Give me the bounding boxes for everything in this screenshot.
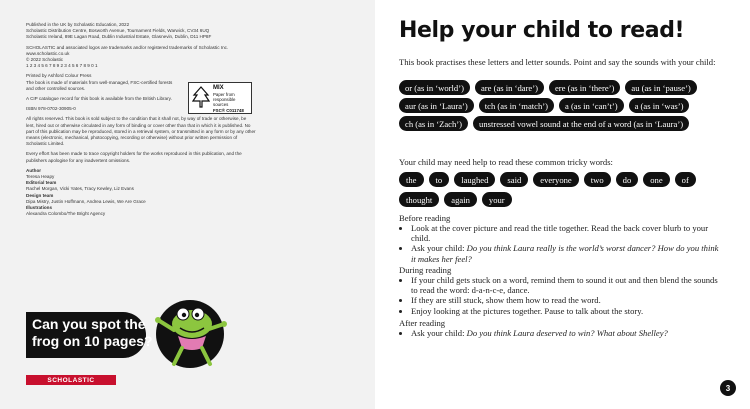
sound-pill: or (as in ‘world’) [399,80,470,95]
tricky-words-list [399,172,709,207]
legal-imprint [26,22,256,221]
illustrations-heading: Illustrations [26,205,53,211]
tricky-word-pill: thought [399,192,439,207]
intro-text: This book practises these letters and letter sounds. Point and say the sounds with your child: [399,57,716,67]
sound-pill: are (as in ‘dare’) [475,80,544,95]
tricky-word-pill: laughed [454,172,495,187]
scholastic-logo: SCHOLASTIC [26,375,116,385]
section-heading: Before reading [399,213,451,223]
fsc-tree-icon [192,86,210,108]
isbn-line: ISBN 978-0702-30905-0 [26,106,76,112]
sound-pill: tch (as in ‘match’) [479,98,554,113]
question-text: Do you think Laura really is the world’s worst dancer? How do you think it makes her feel? [411,243,719,264]
address-line: Scholastic Distribution Centre, Bosworth Avenue, Tournament Fields, Warwick, CV34 6UQ [26,28,210,34]
sound-pill: ch (as in ‘Zach’) [399,116,468,131]
editorial-heading: Editorial team [26,180,57,186]
tricky-word-pill: again [444,192,477,207]
effort-paragraph: Every effort has been made to trace copyright holders for the works reproduced in this publication, and the publishers apologise for any inadvertent omissions. [26,151,242,163]
sound-pill: unstressed vowel sound at the end of a word (as in ‘Laura’) [473,116,689,131]
tricky-word-pill: everyone [533,172,579,187]
imprint-trademark [26,45,256,70]
before-reading-list [399,223,719,264]
fsc-text [213,85,249,113]
publisher-line: Published in the UK by Scholastic Education, 2022 [26,22,130,27]
list-item: • If your child gets stuck on a word, remind them to sound it out and then blend the sounds to read the word: d-a-n-c-e, dance. [411,275,719,295]
list-item-text: Ask your child: Do you think Laura really is the world’s worst dancer? How do you think it makes her feel? [411,243,719,264]
printer-line: Printed by Ashford Colour Press [26,73,92,79]
list-item: • Enjoy looking at the pictures together. Pause to talk about the story. [411,306,719,316]
copyright-line: © 2022 Scholastic [26,57,64,63]
tricky-word-pill: to [429,172,450,187]
after-reading-list [399,328,719,338]
fsc-paper-line: Paper from responsible sources [213,92,236,108]
illustrations-credit: Alexandra Colombo/The Bright Agency [26,211,106,217]
page-title: Help your child to read! [399,18,685,43]
frog-illustration [140,290,240,374]
website-line: www.scholastic.co.uk [26,50,70,56]
sound-pill: a (as in ‘was’) [629,98,690,113]
address-line: Scholastic Ireland, 89E Lagan Road, Dublin Industrial Estate, Glasnevin, Dublin, D11 HP8F [26,34,212,40]
fsc-code: FSC® C011748 [213,107,244,113]
frog-banner-line1: Can you spot the [32,316,146,332]
rights-paragraph: All rights reserved. This book is sold subject to the condition that it shall not, by way of trade or otherwise, be lent, hired out or otherwise circulated in any form of binding or cover other than that in which it is published. No part of this publication may be reproduced, stored in a retrieval system, or transmitted in any form or by any other means (electronic, mechanical, photocopying, recording or otherwise) without prior written permission of Scholastic Limited. [26,116,256,147]
before-reading-section [399,213,719,264]
design-names: Dipa Mistry, Justin Hoffmann, Andrea Lewis, We Are Grace [26,198,146,204]
tricky-word-pill: the [399,172,424,187]
tricky-word-pill: one [643,172,669,187]
during-reading-section [399,265,719,316]
fsc-mix: MIX [213,85,224,91]
tricky-words-lead: Your child may need help to read these common tricky words: [399,157,613,167]
editorial-names: Rachel Morgan, Vicki Yates, Tracy Kewley, Liz Evans [26,186,134,192]
design-heading: Design team [26,192,54,198]
sounds-list [399,80,719,131]
cip-line: A CIP catalogue record for this book is available from the British Library. [26,96,172,102]
list-item-text: Ask your child: Do you think Laura deserved to win? What about Shelley? [411,328,668,338]
tricky-word-pill: do [616,172,639,187]
frog-banner-line2: frog on 10 pages? [32,333,153,349]
author-heading: Author [26,167,42,173]
author-name: Teresa Heapy [26,174,55,180]
sound-pill: aur (as in ‘Laura’) [399,98,474,113]
question-text: Do you think Laura deserved to win? What about Shelley? [466,328,668,338]
sound-pill: a (as in ‘can’t’) [559,98,624,113]
list-item: • Look at the cover picture and read the title together. Read the back cover blurb to your child. [411,223,719,243]
print-line: 1 2 3 4 5 6 7 8 9 2 3 4 5 6 7 8 9 0 1 [26,63,98,69]
after-reading-section [399,318,719,338]
paper-line: The book is made of materials from well-managed, FSC-certified forests and other controlled sources. [26,79,173,91]
frog-challenge-banner [26,312,153,358]
trademark-line: SCHOLASTIC and associated logos are trademarks and/or registered trademarks of Scholastic Inc. [26,44,229,50]
sound-pill: au (as in ‘pause’) [625,80,696,95]
tricky-word-pill: said [500,172,528,187]
tricky-word-pill: of [675,172,696,187]
page-number: 3 [720,380,736,396]
list-item [411,243,719,263]
tricky-word-pill: your [482,192,512,207]
list-item [411,328,719,338]
section-heading: During reading [399,265,452,275]
sound-pill: ere (as in ‘there’) [549,80,620,95]
imprint-publisher [26,22,256,41]
tricky-word-pill: two [584,172,611,187]
list-item: • If they are still stuck, show them how to read the word. [411,295,719,305]
imprint-printer [26,73,181,92]
fsc-logo [188,82,252,114]
during-reading-list [399,275,719,316]
section-heading: After reading [399,318,446,328]
